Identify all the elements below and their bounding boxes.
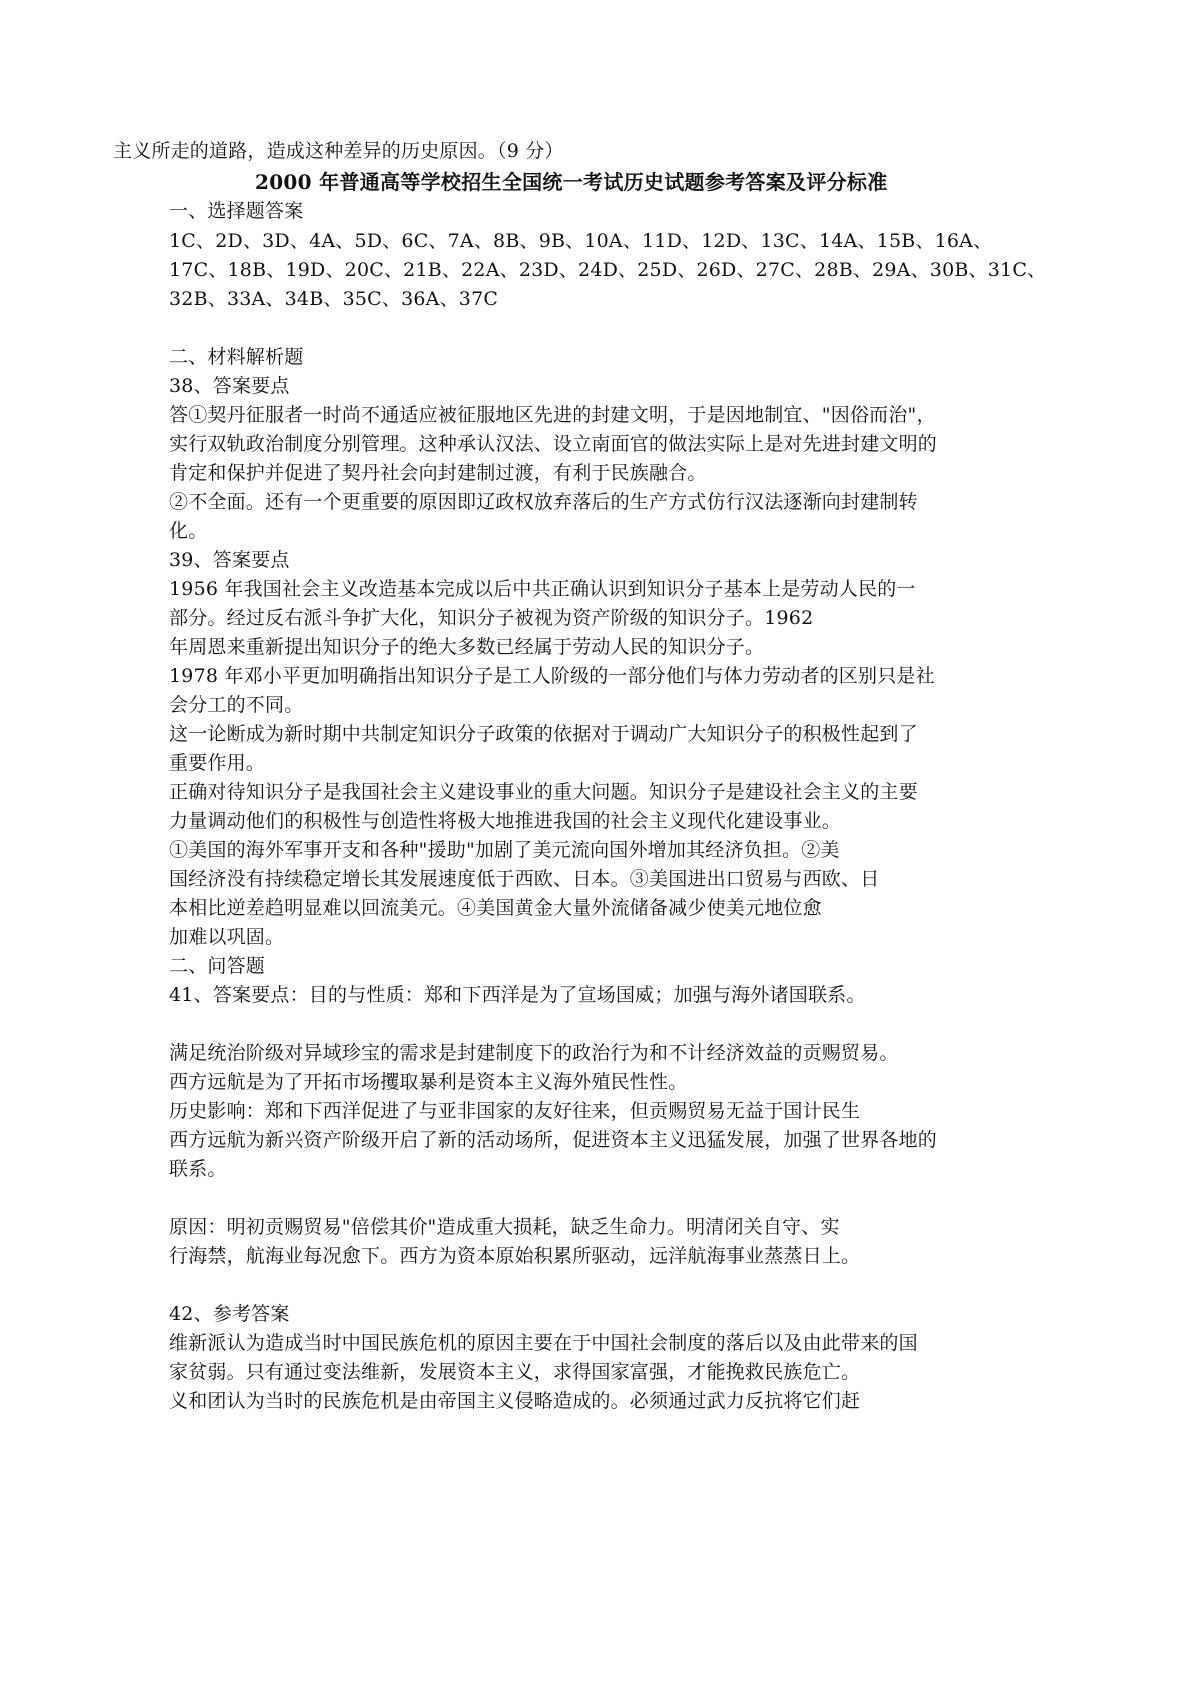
text-line: 主义所走的道路，造成这种差异的历史原因。（9 分） xyxy=(113,140,564,162)
text-line: 重要作用。 xyxy=(169,752,266,774)
text-line: 1C、2D、3D、4A、5D、6C、7A、8B、9B、10A、11D、12D、13C、14A、15B、16A、 xyxy=(169,230,993,252)
question-heading: 42、参考答案 xyxy=(169,1303,290,1325)
text-line: 西方远航为新兴资产阶级开启了新的活动场所，促进资本主义迅猛发展，加强了世界各地的 xyxy=(169,1129,938,1151)
text-line: 西方远航是为了开拓市场攫取暴利是资本主义海外殖民性性。 xyxy=(169,1071,688,1093)
text-line: 家贫弱。只有通过变法维新，发展资本主义，求得国家富强，才能挽救民族危亡。 xyxy=(169,1361,861,1383)
text-line: 历史影响：郑和下西洋促进了与亚非国家的友好往来，但贡赐贸易无益于国计民生 xyxy=(169,1100,861,1122)
text-line: 满足统治阶级对异域珍宝的需求是封建制度下的政治行为和不计经济效益的贡赐贸易。 xyxy=(169,1042,899,1064)
text-line: 这一论断成为新时期中共制定知识分子政策的依据对于调动广大知识分子的积极性起到了 xyxy=(169,723,918,745)
text-line: 1956 年我国社会主义改造基本完成以后中共正确认识到知识分子基本上是劳动人民的一 xyxy=(169,578,916,600)
text-line: ①美国的海外军事开支和各种"援助"加剧了美元流向国外增加其经济负担。②美 xyxy=(169,839,840,861)
section-heading: 二、材料解析题 xyxy=(169,346,304,368)
text-line: 年周恩来重新提出知识分子的绝大多数已经属于劳动人民的知识分子。 xyxy=(169,636,765,658)
text-line: 部分。经过反右派斗争扩大化，知识分子被视为资产阶级的知识分子。1962 xyxy=(169,607,814,629)
question-heading: 41、答案要点：目的与性质：郑和下西洋是为了宣场国威；加强与海外诸国联系。 xyxy=(169,984,866,1006)
text-line: 国经济没有持续稳定增长其发展速度低于西欧、日本。③美国进出口贸易与西欧、日 xyxy=(169,868,880,890)
section-heading: 二、问答题 xyxy=(169,955,266,977)
text-line: 联系。 xyxy=(169,1158,227,1180)
text-line: 行海禁，航海业每况愈下。西方为资本原始积累所驱动，远洋航海事业蒸蒸日上。 xyxy=(169,1245,861,1267)
text-line: 会分工的不同。 xyxy=(169,694,304,716)
text-line: 维新派认为造成当时中国民族危机的原因主要在于中国社会制度的落后以及由此带来的国 xyxy=(169,1332,918,1354)
text-line: 加难以巩固。 xyxy=(169,926,285,948)
text-line: 1978 年邓小平更加明确指出知识分子是工人阶级的一部分他们与体力劳动者的区别只是社 xyxy=(169,665,935,687)
text-line: 义和团认为当时的民族危机是由帝国主义侵略造成的。必须通过武力反抗将它们赶 xyxy=(169,1390,861,1412)
text-line: 本相比逆差趋明显难以回流美元。④美国黄金大量外流储备减少使美元地位愈 xyxy=(169,897,822,919)
text-line: 32B、33A、34B、35C、36A、37C xyxy=(169,288,499,310)
text-line: 答①契丹征服者一时尚不通适应被征服地区先进的封建文明，于是因地制宜、"因俗而治"， xyxy=(169,404,936,426)
text-line: 正确对待知识分子是我国社会主义建设事业的重大问题。知识分子是建设社会主义的主要 xyxy=(169,781,918,803)
document-title: 2000 年普通高等学校招生全国统一考试历史试题参考答案及评分标准 xyxy=(255,170,888,194)
text-line: 化。 xyxy=(169,520,208,542)
text-line: 力量调动他们的积极性与创造性将极大地推进我国的社会主义现代化建设事业。 xyxy=(169,810,842,832)
question-heading: 38、答案要点 xyxy=(169,375,290,397)
question-heading: 39、答案要点 xyxy=(169,549,290,571)
text-line: 17C、18B、19D、20C、21B、22A、23D、24D、25D、26D、27C、28B、29A、30B、31C、 xyxy=(169,259,1047,281)
text-line: 肯定和保护并促进了契丹社会向封建制过渡，有利于民族融合。 xyxy=(169,462,707,484)
section-heading: 一、选择题答案 xyxy=(169,200,304,222)
text-line: ②不全面。还有一个更重要的原因即辽政权放弃落后的生产方式仿行汉法逐渐向封建制转 xyxy=(169,491,918,513)
text-line: 原因：明初贡赐贸易"倍偿其价"造成重大损耗，缺乏生命力。明清闭关自守、实 xyxy=(169,1216,840,1238)
text-line: 实行双轨政治制度分别管理。这种承认汉法、设立南面官的做法实际上是对先进封建文明的 xyxy=(169,433,938,455)
